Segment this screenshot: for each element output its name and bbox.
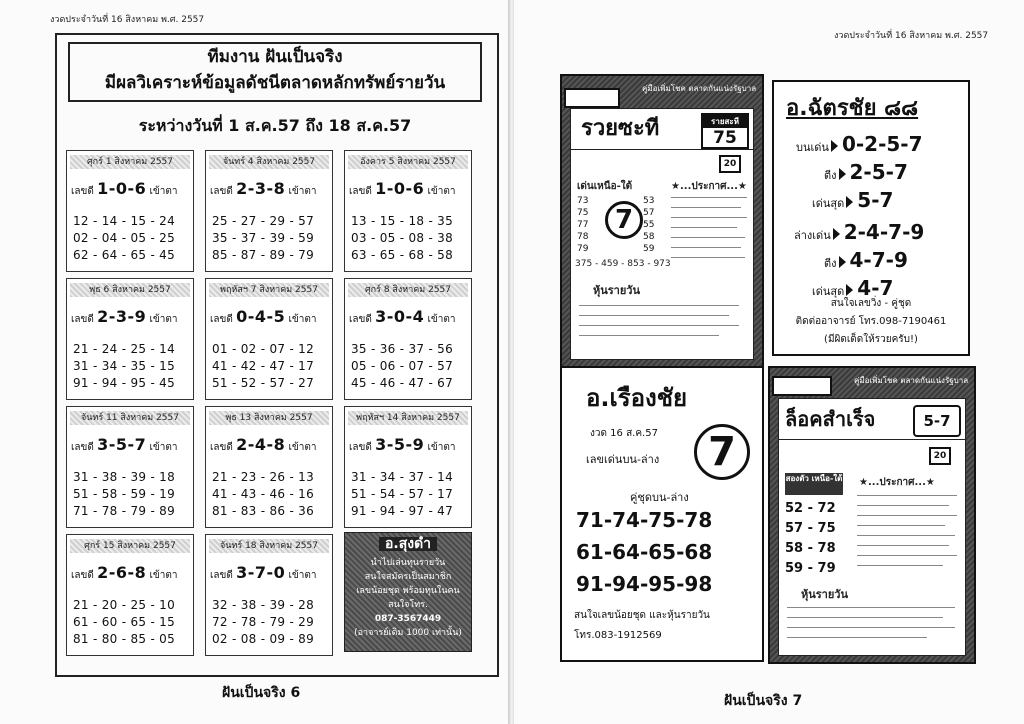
card-date: พุธ 6 สิงหาคม 2557 [70, 283, 190, 297]
card-number-row: 41 - 42 - 47 - 17 [212, 359, 315, 373]
lucky-suffix: เข้าตา [149, 570, 178, 581]
card-number-rows [351, 341, 469, 392]
two-digit-row: 58 - 78 [785, 541, 836, 556]
card-number-row: 81 - 80 - 85 - 05 [73, 632, 176, 646]
play-triangle-icon [839, 256, 846, 268]
row-label: เด่นสุด [812, 285, 845, 298]
card-number-row: 35 - 37 - 39 - 59 [212, 231, 315, 245]
card-number-row: 02 - 04 - 05 - 25 [73, 231, 176, 245]
card-number-row: 63 - 65 - 68 - 58 [351, 248, 454, 262]
card-number-row: 03 - 05 - 08 - 38 [351, 231, 454, 245]
lucky-suffix: เข้าตา [427, 442, 456, 453]
chatchai-contact-2: ติดต่ออาจารย์ โทร.098-7190461 [795, 316, 947, 327]
chatchai-row [824, 248, 908, 272]
card-date: ศุกร์ 15 สิงหาคม 2557 [70, 539, 190, 553]
chatchai-contact-3: (มีผิดเด็ดให้รวยครับ!) [824, 334, 918, 345]
lucky-suffix: เข้าตา [149, 442, 178, 453]
lucky-prefix: เลขดี [210, 314, 233, 325]
title-line-1: ทีมงาน ฝันเป็นจริง [207, 47, 343, 67]
left-number-column [577, 195, 588, 255]
chatchai-row [824, 160, 908, 184]
card-number-rows [73, 213, 191, 264]
right-page [514, 0, 1024, 724]
magazine-badge [701, 113, 749, 149]
number-cell: 59 [643, 244, 655, 254]
magazine-banner: คู่มือเพิ่มโชค ตลาดกันแน่งรัฐบาล [854, 376, 969, 385]
card-number-row: 51 - 54 - 57 - 17 [351, 487, 454, 501]
lucky-suffix: เข้าตา [288, 314, 317, 325]
card-number-row: 51 - 58 - 59 - 19 [73, 487, 176, 501]
play-triangle-icon [833, 228, 840, 240]
card-number-row: 81 - 83 - 86 - 36 [212, 504, 315, 518]
right-page-header: งวดประจำวันที่ 16 สิงหาคม พ.ศ. 2557 [834, 31, 989, 41]
big-digit: 7 [605, 201, 643, 239]
number-cell: 78 [577, 232, 589, 242]
two-digit-label: สองตัว เหนือ-ใต้ [785, 473, 843, 495]
row-value: 4-7-9 [849, 248, 908, 272]
analysis-card [344, 278, 472, 400]
card-lucky-line [210, 307, 330, 327]
card-date: อังคาร 5 สิงหาคม 2557 [348, 155, 468, 169]
card-number-row: 35 - 36 - 37 - 56 [351, 342, 454, 356]
magazine-title: ล็อคสำเร็จ [779, 399, 965, 440]
ruangchai-subtitle: เลขเด่นบน-ล่าง [586, 453, 660, 466]
card-number-rows [351, 469, 469, 520]
lucky-prefix: เลขดี [71, 314, 94, 325]
chatchai-row [812, 188, 893, 212]
magazine-banner: คู่มือเพิ่มโชค ตลาดกันแน่งรัฐบาล [642, 84, 757, 93]
analysis-card [205, 406, 333, 528]
ruangchai-row: 61-64-65-68 [576, 540, 713, 564]
card-number-row: 21 - 24 - 25 - 14 [73, 342, 176, 356]
card-number-row: 12 - 14 - 15 - 24 [73, 214, 176, 228]
card-number-rows [351, 213, 469, 264]
lucky-number: 3-7-0 [236, 563, 286, 582]
number-cell: 79 [577, 244, 589, 254]
analysis-card [205, 278, 333, 400]
ruangchai-digit: 7 [694, 424, 750, 480]
card-number-rows [212, 213, 330, 264]
card-number-rows [212, 341, 330, 392]
left-page [0, 0, 510, 724]
analysis-card [205, 534, 333, 656]
promo-title: อ.สุงดำ [379, 537, 437, 551]
card-number-row: 32 - 38 - 39 - 28 [212, 598, 315, 612]
lucky-number: 2-4-8 [236, 435, 286, 454]
card-number-row: 51 - 52 - 57 - 27 [212, 376, 315, 390]
row-label: เด่นสุด [812, 197, 845, 210]
card-lucky-line [349, 435, 469, 455]
bottom-numbers: 375 - 459 - 853 - 973 [575, 259, 671, 269]
card-number-row: 31 - 34 - 37 - 14 [351, 470, 454, 484]
analysis-card [66, 406, 194, 528]
ruangchai-draw: งวด 16 ส.ค.57 [590, 428, 658, 439]
lucky-number: 2-3-9 [97, 307, 147, 326]
card-number-row: 31 - 38 - 39 - 18 [73, 470, 176, 484]
card-number-row: 21 - 23 - 26 - 13 [212, 470, 315, 484]
card-lucky-line [349, 179, 469, 199]
card-lucky-line [210, 435, 330, 455]
magazine-title: รวยซะที [571, 109, 753, 150]
lucky-prefix: เลขดี [71, 186, 94, 197]
title-line-2: มีผลวิเคราะห์ข้อมูลดัชนีตลาดหลักทรัพย์รายวัน [104, 73, 446, 93]
card-date: ศุกร์ 1 สิงหาคม 2557 [70, 155, 190, 169]
row-label: ล่างเด่น [794, 229, 831, 242]
period-text: ระหว่างวันที่ 1 ส.ค.57 ถึง 18 ส.ค.57 [138, 116, 412, 135]
card-number-row: 13 - 15 - 18 - 35 [351, 214, 454, 228]
lucky-prefix: เลขดี [71, 442, 94, 453]
two-digit-rows [785, 499, 836, 579]
card-number-row: 41 - 43 - 46 - 16 [212, 487, 315, 501]
row-value: 0-2-5-7 [841, 132, 923, 156]
lucky-suffix: เข้าตา [288, 442, 317, 453]
number-cell: 55 [643, 220, 655, 230]
lucky-prefix: เลขดี [210, 186, 233, 197]
lucky-suffix: เข้าตา [149, 186, 178, 197]
lucky-suffix: เข้าตา [288, 570, 317, 581]
card-number-row: 62 - 64 - 65 - 45 [73, 248, 176, 262]
ruangchai-title: อ.เรืองชัย [586, 384, 688, 412]
promo-line: สนใจสมัครเป็นสมาชิก [364, 572, 452, 582]
row-value: 2-4-7-9 [843, 220, 925, 244]
analysis-card [344, 406, 472, 528]
north-south-label: เด่นเหนือ-ใต้ [577, 181, 633, 192]
promo-phone: 087-3567449 [374, 614, 442, 624]
lucky-number: 2-3-8 [236, 179, 286, 198]
magazine-cover [778, 398, 966, 656]
brand-label: หุ้นรายวัน [801, 588, 848, 601]
row-label: ตีง [824, 257, 837, 270]
issue-number: 20 [719, 155, 741, 173]
card-number-row: 25 - 27 - 29 - 57 [212, 214, 315, 228]
ruangchai-pair-label: คู่ชุดบน-ล่าง [630, 491, 689, 504]
left-page-header: งวดประจำวันที่ 16 สิงหาคม พ.ศ. 2557 [50, 15, 205, 25]
title-box [68, 42, 482, 102]
card-number-row: 45 - 46 - 47 - 67 [351, 376, 454, 390]
lucky-suffix: เข้าตา [427, 186, 456, 197]
card-date: จันทร์ 18 สิงหาคม 2557 [209, 539, 329, 553]
card-lucky-line [349, 307, 469, 327]
analysis-card [344, 150, 472, 272]
right-footer: ฝันเป็นจริง 7 [724, 693, 803, 709]
two-digit-row: 52 - 72 [785, 501, 836, 516]
card-number-rows [73, 597, 191, 648]
row-value: 4-7 [857, 276, 894, 300]
lucky-number: 0-4-5 [236, 307, 286, 326]
card-lucky-line [210, 563, 330, 583]
chatchai-row [794, 220, 924, 244]
lucky-number: 3-5-7 [97, 435, 147, 454]
right-number-column [643, 195, 654, 255]
ruangchai-row: 71-74-75-78 [576, 508, 713, 532]
row-label: บนเด่น [796, 141, 829, 154]
play-triangle-icon [846, 284, 853, 296]
announcement-title: ★...ประกาศ...★ [671, 181, 747, 192]
chatchai-row [796, 132, 923, 156]
card-date: พุธ 13 สิงหาคม 2557 [209, 411, 329, 425]
card-date: พฤหัสฯ 7 สิงหาคม 2557 [209, 283, 329, 297]
play-triangle-icon [831, 140, 838, 152]
ruangchai-phone: โทร.083-1912569 [574, 630, 662, 641]
row-label: ตีง [824, 169, 837, 182]
chatchai-title: อ.ฉัตรชัย ๘๘ [786, 96, 919, 121]
card-date: จันทร์ 4 สิงหาคม 2557 [209, 155, 329, 169]
magazine-corner-label: ล็อคสำเร็จ [772, 376, 832, 396]
row-value: 2-5-7 [849, 160, 908, 184]
lucky-suffix: เข้าตา [149, 314, 178, 325]
magazine-lock-samret [768, 366, 976, 664]
magazine-corner-label: รายสะหี [564, 88, 620, 108]
card-date: จันทร์ 11 สิงหาคม 2557 [70, 411, 190, 425]
lucky-suffix: เข้าตา [288, 186, 317, 197]
number-cell: 53 [643, 196, 655, 206]
promo-line: (อาจารย์เดิม 1000 เท่านั้น) [354, 628, 462, 638]
lucky-prefix: เลขดี [210, 570, 233, 581]
lucky-number: 3-0-4 [375, 307, 425, 326]
play-triangle-icon [839, 168, 846, 180]
number-cell: 77 [577, 220, 589, 230]
issue-number: 20 [929, 447, 951, 465]
card-number-row: 91 - 94 - 95 - 45 [73, 376, 176, 390]
card-number-row: 72 - 78 - 79 - 29 [212, 615, 315, 629]
left-footer: ฝันเป็นจริง 6 [222, 685, 301, 701]
card-date: ศุกร์ 8 สิงหาคม 2557 [348, 283, 468, 297]
chatchai-contact-1: สนใจเลขวิ่ง - คู่ชุด [830, 298, 912, 309]
ruangchai-row: 91-94-95-98 [576, 572, 713, 596]
card-number-row: 05 - 06 - 07 - 57 [351, 359, 454, 373]
card-number-row: 85 - 87 - 89 - 79 [212, 248, 315, 262]
card-number-rows [212, 469, 330, 520]
magazine-badge: 5-7 [913, 405, 961, 437]
play-triangle-icon [846, 196, 853, 208]
card-lucky-line [210, 179, 330, 199]
row-value: 5-7 [857, 188, 894, 212]
two-digit-row: 57 - 75 [785, 521, 836, 536]
number-cell: 57 [643, 208, 655, 218]
card-number-row: 91 - 94 - 97 - 47 [351, 504, 454, 518]
analysis-card [205, 150, 333, 272]
promo-card [344, 532, 472, 652]
number-cell: 75 [577, 208, 589, 218]
lucky-number: 3-5-9 [375, 435, 425, 454]
badge-number: 75 [713, 128, 737, 148]
badge-label: รายสะหี [703, 115, 747, 128]
card-number-rows [212, 597, 330, 648]
lucky-prefix: เลขดี [71, 570, 94, 581]
analysis-card [66, 278, 194, 400]
card-lucky-line [71, 307, 191, 327]
number-cell: 73 [577, 196, 589, 206]
lucky-prefix: เลขดี [349, 314, 372, 325]
chatchai-box [772, 80, 970, 356]
card-lucky-line [71, 179, 191, 199]
card-number-row: 61 - 60 - 65 - 15 [73, 615, 176, 629]
promo-line: นำไปเล่นทุนรายวัน [370, 558, 446, 568]
ruangchai-box [560, 366, 764, 662]
promo-line: เลขน้อยชุด พร้อมทุนในคน [356, 586, 460, 596]
brand-label: หุ้นรายวัน [593, 284, 640, 297]
lucky-number: 1-0-6 [97, 179, 147, 198]
card-number-row: 31 - 34 - 35 - 15 [73, 359, 176, 373]
card-number-row: 21 - 20 - 25 - 10 [73, 598, 176, 612]
card-number-row: 01 - 02 - 07 - 12 [212, 342, 315, 356]
magazine-cover [570, 108, 754, 360]
ruangchai-contact: สนใจเลขน้อยชุด และหุ้นรายวัน [574, 610, 710, 621]
lucky-number: 2-6-8 [97, 563, 147, 582]
promo-line: สนใจโทร. [388, 600, 428, 610]
card-lucky-line [71, 563, 191, 583]
analysis-card [66, 150, 194, 272]
number-cell: 58 [643, 232, 655, 242]
two-digit-row: 59 - 79 [785, 561, 836, 576]
card-number-row: 71 - 78 - 79 - 89 [73, 504, 176, 518]
lucky-prefix: เลขดี [349, 186, 372, 197]
announcement-title: ★...ประกาศ...★ [859, 477, 935, 488]
lucky-number: 1-0-6 [375, 179, 425, 198]
lucky-suffix: เข้าตา [427, 314, 456, 325]
lucky-prefix: เลขดี [349, 442, 372, 453]
analysis-card [66, 534, 194, 656]
magazine-ruay-sathi [560, 74, 764, 368]
card-number-row: 02 - 08 - 09 - 89 [212, 632, 315, 646]
card-number-rows [73, 469, 191, 520]
card-number-rows [73, 341, 191, 392]
lucky-prefix: เลขดี [210, 442, 233, 453]
card-lucky-line [71, 435, 191, 455]
card-date: พฤหัสฯ 14 สิงหาคม 2557 [348, 411, 468, 425]
